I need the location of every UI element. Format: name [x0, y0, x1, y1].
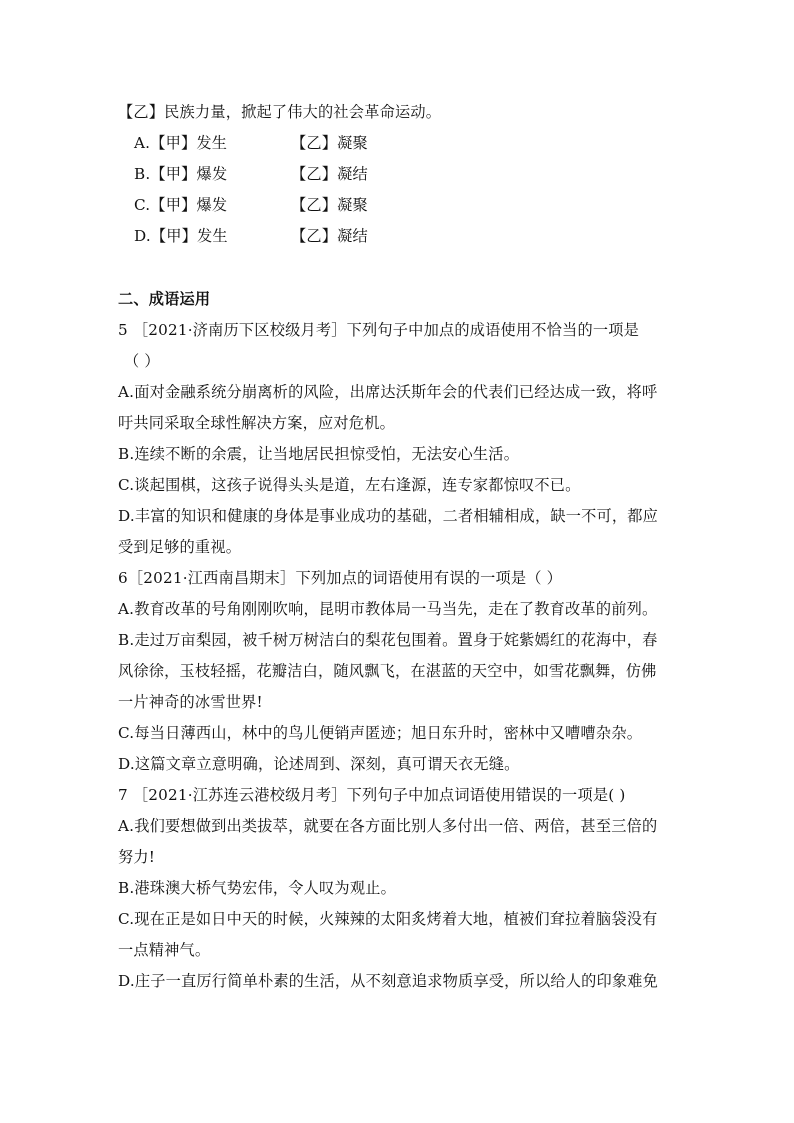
q6-option-c: C.每当日薄西山，林中的鸟儿便销声匿迹；旭日东升时，密林中又嘈嘈杂杂。	[118, 724, 643, 742]
q7-option-a-line1: A.我们要想做到出类拔萃，就要在各方面比别人多付出一倍、两倍，甚至三倍的	[118, 817, 658, 835]
q5-option-a-line2: 吁共同采取全球性解决方案，应对危机。	[118, 414, 395, 432]
q4-option-a-second: 【乙】凝聚	[291, 134, 368, 152]
q6-option-b-line1: B.走过万亩梨园，被千树万树洁白的梨花包围着。置身于姹紫嫣红的花海中，春	[118, 631, 658, 649]
q5-option-b: B.连续不断的余震，让当地居民担惊受怕，无法安心生活。	[118, 445, 520, 463]
q7-option-c-line2: 一点精神气。	[118, 941, 211, 959]
q4-option-d-first: D.【甲】发生	[134, 227, 228, 245]
q4-option-b[interactable]	[134, 164, 368, 184]
q4-option-c[interactable]	[134, 195, 368, 215]
q4-option-a-first: A.【甲】发生	[134, 134, 228, 152]
q7-option-b: B.港珠澳大桥气势宏伟，令人叹为观止。	[118, 879, 396, 897]
q4-option-d-second: 【乙】凝结	[291, 227, 368, 245]
q5-option-c: C.谈起围棋，这孩子说得头头是道，左右逢源，连专家都惊叹不已。	[118, 476, 581, 494]
q7-option-d-line1: D.庄子一直厉行简单朴素的生活，从不刻意追求物质享受，所以给人的印象难免	[118, 972, 659, 990]
q4-stem-continuation: 【乙】民族力量，掀起了伟大的社会革命运动。	[118, 103, 442, 121]
q4-option-c-second: 【乙】凝聚	[291, 196, 368, 214]
q5-option-d-line2: 受到足够的重视。	[118, 538, 242, 556]
q4-option-b-second: 【乙】凝结	[291, 165, 368, 183]
q6-option-a: A.教育改革的号角刚刚吹响，昆明市教体局一马当先，走在了教育改革的前列。	[118, 600, 658, 618]
q7-option-a-line2: 努力!	[118, 848, 156, 866]
q6-option-d: D.这篇文章立意明确，论述周到、深刻，真可谓天衣无缝。	[118, 755, 520, 773]
q4-option-d[interactable]	[134, 226, 368, 246]
q7-stem: 7 ［2021·江苏连云港校级月考］下列句子中加点词语使用错误的一项是( )	[118, 786, 626, 804]
q4-option-a[interactable]	[134, 133, 368, 153]
q6-option-b-line2: 风徐徐，玉枝轻摇，花瓣洁白，随风飘飞，在湛蓝的天空中，如雪花飘舞，仿佛	[118, 662, 657, 680]
q6-stem: 6［2021·江西南昌期末］下列加点的词语使用有误的一项是（ ）	[118, 569, 563, 587]
q5-stem-line1: 5 ［2021·济南历下区校级月考］下列句子中加点的成语使用不恰当的一项是	[118, 321, 639, 339]
q7-option-c-line1: C.现在正是如日中天的时候，火辣辣的太阳炙烤着大地，植被们耷拉着脑袋没有	[118, 910, 658, 928]
q4-option-b-first: B.【甲】爆发	[134, 165, 228, 183]
section-heading-idioms: 二、成语运用	[118, 290, 211, 308]
q4-option-c-first: C.【甲】爆发	[134, 196, 228, 214]
q5-option-a-line1: A.面对金融系统分崩离析的风险，出席达沃斯年会的代表们已经达成一致，将呼	[118, 383, 658, 401]
q5-option-d-line1: D.丰富的知识和健康的身体是事业成功的基础，二者相辅相成，缺一不可，都应	[118, 507, 659, 525]
q5-stem-line2: （ ）	[124, 352, 160, 370]
q6-option-b-line3: 一片神奇的冰雪世界!	[118, 693, 263, 711]
